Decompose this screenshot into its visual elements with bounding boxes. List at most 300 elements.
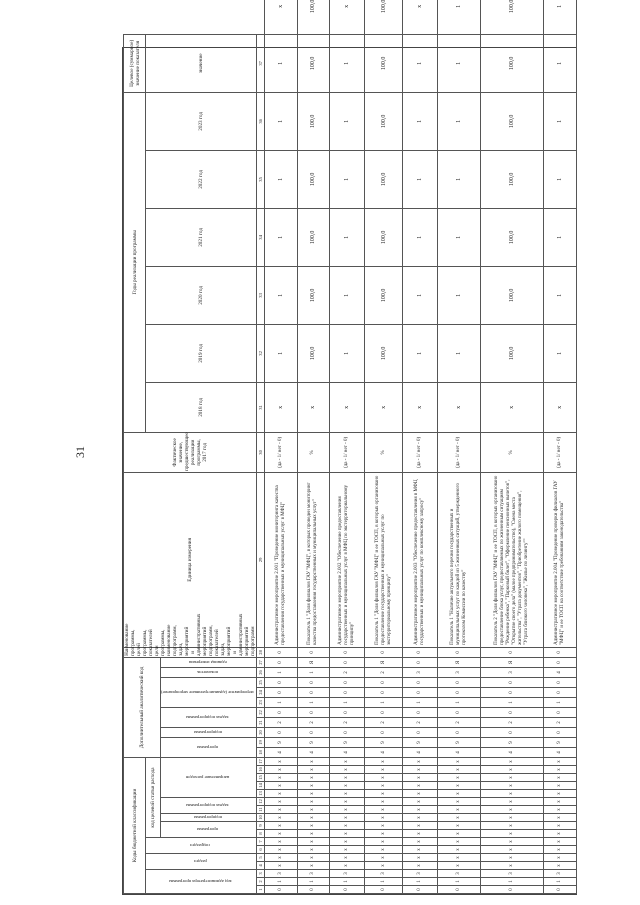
unit-cell: (да - 1/ нет - 0) — [402, 432, 437, 472]
indicator-name-cell: Административное мероприятие 2.002 "Обеспечение предоставления государственных и муниципальных услуг в МФЦ по экстерриториальному принципу" — [330, 472, 365, 647]
year-value-cell: 1 — [543, 150, 577, 208]
budget-code-cell: х — [543, 790, 577, 798]
admin-code-header: код администратора программы — [146, 870, 257, 894]
program-indicators-table-frame — [122, 0, 577, 895]
analytic-code-cell: 2 — [480, 718, 543, 728]
analytic-code-cell: 1 — [265, 668, 298, 678]
actual-value-cell: х — [330, 382, 365, 432]
budget-code-cell: х — [265, 862, 298, 870]
budget-code-cell: х — [480, 766, 543, 774]
final-value-header: Целевое (суммарное) значение показателя — [124, 34, 146, 92]
budget-code-cell: х — [330, 830, 365, 838]
budget-code-cell: х — [365, 838, 403, 846]
budget-code-cell: х — [297, 854, 330, 862]
year-2020-header: 2020 год — [146, 266, 257, 324]
subsection-header: подраздел — [146, 838, 257, 854]
analytic-code-header: Дополнительный аналитический код — [124, 657, 161, 757]
column-number: 1 — [257, 886, 265, 894]
analytic-code-cell: Я — [365, 657, 403, 667]
budget-code-cell: 0 — [330, 886, 365, 894]
year-value-cell: 100,0 — [297, 150, 330, 208]
budget-code-cell: х — [402, 838, 437, 846]
budget-code-cell: х — [438, 830, 481, 838]
budget-code-cell: 1 — [480, 878, 543, 886]
budget-code-cell: 0 — [402, 886, 437, 894]
analytic-code-cell: 0 — [543, 678, 577, 688]
analytic-code-cell: 1 — [480, 698, 543, 708]
budget-code-cell: х — [265, 846, 298, 854]
year-value-cell: 1 — [543, 266, 577, 324]
analytic-code-cell: 0 — [365, 728, 403, 738]
budget-code-cell: х — [297, 798, 330, 806]
year-value-cell: 100,0 — [365, 208, 403, 266]
budget-codes-header: Коды бюджетной классификации — [124, 758, 146, 894]
budget-code-cell: 3 — [297, 870, 330, 878]
budget-code-cell: х — [543, 806, 577, 814]
analytic-code-cell: 0 — [297, 688, 330, 698]
year-value-cell: 100,0 — [365, 324, 403, 382]
analytic-code-cell: 3 — [438, 668, 481, 678]
analytic-code-cell: 0 — [365, 708, 403, 718]
analytic-code-cell: 0 — [438, 647, 481, 657]
analytic-code-cell: 1 — [330, 698, 365, 708]
budget-code-cell: х — [480, 790, 543, 798]
year-value-cell: 100,0 — [365, 92, 403, 150]
budget-code-cell: х — [438, 814, 481, 822]
year-2018-header: 2018 год — [146, 382, 257, 432]
budget-code-cell: х — [330, 854, 365, 862]
analytic-code-cell: 0 — [265, 728, 298, 738]
year-value-cell: 100,0 — [365, 150, 403, 208]
budget-code-cell: х — [297, 806, 330, 814]
analytic-code-cell: 0 — [480, 708, 543, 718]
budget-code-cell: х — [297, 782, 330, 790]
budget-code-cell: х — [480, 838, 543, 846]
page-number: 31 — [73, 446, 87, 458]
budget-code-cell: х — [438, 846, 481, 854]
year-value-cell: 1 — [438, 92, 481, 150]
budget-code-cell: х — [265, 854, 298, 862]
budget-code-cell: х — [438, 838, 481, 846]
section-header: раздел — [146, 854, 257, 870]
budget-code-cell: 0 — [438, 886, 481, 894]
budget-code-cell: х — [402, 790, 437, 798]
column-number: 29 — [257, 472, 265, 647]
budget-code-cell: 1 — [265, 878, 298, 886]
table-row — [330, 0, 365, 894]
column-number: 20 — [257, 728, 265, 738]
analytic-code-cell: 0 — [365, 647, 403, 657]
year-value-cell: 1 — [330, 34, 365, 92]
analytic-code-cell: 4 — [480, 748, 543, 758]
analytic-code-cell: 1 — [265, 698, 298, 708]
column-number: 23 — [257, 698, 265, 708]
budget-code-cell: 1 — [365, 878, 403, 886]
subprogram-task-code-header: задача подпрограммы — [161, 798, 257, 814]
budget-code-cell: 3 — [480, 870, 543, 878]
year-2019-header: 2019 год — [146, 324, 257, 382]
actual-value-cell: х — [297, 382, 330, 432]
budget-code-cell: 0 — [297, 886, 330, 894]
column-number: 5 — [257, 854, 265, 862]
budget-code-cell: х — [543, 814, 577, 822]
analytic-code-cell: 0 — [330, 678, 365, 688]
year-value-cell: 1 — [265, 92, 298, 150]
column-numbers-row — [257, 0, 265, 894]
budget-code-cell: 3 — [402, 870, 437, 878]
year-2022-header: 2022 год — [146, 150, 257, 208]
analytic-code-cell: 0 — [365, 678, 403, 688]
budget-code-cell: 0 — [543, 886, 577, 894]
column-number: 35 — [257, 150, 265, 208]
budget-code-cell: х — [365, 766, 403, 774]
column-number: 12 — [257, 799, 263, 804]
budget-code-cell: х — [365, 830, 403, 838]
budget-code-cell: х — [365, 774, 403, 782]
analytic-code-cell: 2 — [365, 718, 403, 728]
year-value-cell: 1 — [543, 208, 577, 266]
budget-code-cell: х — [297, 822, 330, 830]
indicator-name-cell: Показатель 1 "Доля филиалов ГАУ "МФЦ", в которых проведен мониторинг качества предоставления государственных и муниципальных услуг" — [297, 472, 330, 647]
analytic-code-cell: Я — [297, 657, 330, 667]
budget-code-cell: х — [365, 798, 403, 806]
indicator-name-cell: Административное мероприятие 2.003 "Обеспечение предоставления в МФЦ государственных и муниципальных услуг по комплексному запросу" — [402, 472, 437, 647]
column-number: 4 — [257, 862, 265, 870]
budget-code-cell: х — [265, 774, 298, 782]
budget-code-cell: х — [438, 822, 481, 830]
budget-code-cell: 1 — [297, 878, 330, 886]
year-value-cell: 1 — [402, 92, 437, 150]
year-2021-header: 2021 год — [146, 208, 257, 266]
year-value-cell: 1 — [265, 266, 298, 324]
column-number: 37 — [257, 34, 265, 92]
column-number: 11 — [257, 807, 263, 812]
year-value-cell: 100,0 — [297, 34, 330, 92]
analytic-code-cell: Я — [480, 657, 543, 667]
budget-code-cell: х — [297, 838, 330, 846]
analytic-code-cell: 4 — [297, 748, 330, 758]
year-value-cell: 1 — [402, 324, 437, 382]
budget-code-cell: х — [402, 846, 437, 854]
budget-code-cell: х — [543, 758, 577, 766]
budget-code-cell: х — [480, 814, 543, 822]
final-value-cell: 100,0 — [297, 0, 330, 34]
column-number: 22 — [257, 708, 265, 718]
analytic-code-cell: 0 — [402, 657, 437, 667]
budget-code-cell: х — [402, 766, 437, 774]
indicator-name-cell: Показатель 1 "Наличие актуального перечня государственных и муниципальных услуг по каждой из 5 жизненных ситуаций, утвержденного протоколом Комиссии по качеству" — [438, 472, 481, 647]
actual-value-cell: х — [480, 382, 543, 432]
analytic-program-header: программа — [161, 738, 257, 758]
analytic-code-cell: 0 — [297, 678, 330, 688]
budget-code-cell: 0 — [480, 886, 543, 894]
budget-code-cell: 3 — [438, 870, 481, 878]
indicator-rows — [265, 0, 577, 894]
analytic-code-cell: 9 — [365, 738, 403, 748]
analytic-code-cell: 3 — [402, 668, 437, 678]
column-number: 3 — [257, 870, 265, 878]
analytic-code-cell: 0 — [297, 647, 330, 657]
column-number: 31 — [257, 382, 265, 432]
year-value-cell: 100,0 — [365, 34, 403, 92]
year-value-cell: 1 — [543, 92, 577, 150]
year-value-cell: 1 — [402, 34, 437, 92]
indicator-name-cell: Показатель 2 "Доля филиалов ГАУ "МФЦ" и ее ТОСП, в которых организовано предоставление блока услуг, предоставляемых по жизненным ситуациям "Рождение ребенка", "Парковый билет", "Оформление пенсионных вычетов", "Открытие своего дела" (малое предпринимательство), "Смена места жительства", "Утрата документов", "Приобретение жилого помещения", "Утрата близкого человека", "Жилье по лизингу"" — [480, 472, 543, 647]
budget-code-cell: х — [402, 774, 437, 782]
budget-code-cell: 3 — [543, 870, 577, 878]
budget-code-cell: х — [330, 814, 365, 822]
budget-code-cell: х — [365, 846, 403, 854]
analytic-code-cell: 2 — [543, 718, 577, 728]
year-value-cell: 100,0 — [365, 266, 403, 324]
budget-code-cell: х — [330, 782, 365, 790]
analytic-code-cell: 0 — [543, 728, 577, 738]
column-number: 15 — [257, 775, 263, 780]
budget-code-cell: х — [365, 806, 403, 814]
budget-code-cell: х — [297, 774, 330, 782]
budget-code-cell: х — [330, 798, 365, 806]
analytic-subprogram-header: подпрограмма — [161, 728, 257, 738]
analytic-code-cell: 0 — [543, 657, 577, 667]
budget-code-cell: х — [330, 846, 365, 854]
budget-code-cell: х — [480, 846, 543, 854]
column-number: 6 — [257, 846, 265, 854]
actual-value-header: Фактическое значение, предшествующее реализации программы, 2017 год — [124, 432, 257, 472]
year-value-cell: 1 — [438, 324, 481, 382]
unit-column-header: Единица измерения — [124, 472, 257, 647]
unit-cell: % — [365, 432, 403, 472]
table-row — [402, 0, 437, 894]
unit-cell: % — [297, 432, 330, 472]
analytic-code-cell: 0 — [480, 678, 543, 688]
budget-code-cell: х — [480, 758, 543, 766]
budget-code-cell: х — [480, 854, 543, 862]
column-number: 33 — [257, 266, 265, 324]
analytic-code-cell: 1 — [543, 698, 577, 708]
budget-code-cell: х — [480, 806, 543, 814]
budget-code-cell: х — [297, 790, 330, 798]
year-value-cell: 1 — [330, 324, 365, 382]
budget-code-cell: х — [265, 758, 298, 766]
budget-code-cell: 3 — [330, 870, 365, 878]
actual-value-cell: х — [543, 382, 577, 432]
year-value-cell: 1 — [265, 150, 298, 208]
column-number: 16 — [257, 767, 263, 772]
budget-code-cell: х — [265, 814, 298, 822]
analytic-code-cell: 1 — [297, 698, 330, 708]
table-row — [365, 0, 403, 894]
column-number: 27 — [257, 657, 265, 667]
column-number: 17 — [257, 759, 263, 764]
analytic-code-cell: 0 — [297, 728, 330, 738]
budget-code-cell: х — [543, 854, 577, 862]
analytic-code-cell: 0 — [402, 708, 437, 718]
analytic-event-header: мероприятие (административное мероприятие) — [161, 678, 257, 708]
budget-code-cell: х — [543, 822, 577, 830]
year-value-cell: 100,0 — [480, 208, 543, 266]
analytic-code-cell: 0 — [543, 647, 577, 657]
budget-code-cell: х — [365, 758, 403, 766]
budget-code-cell: х — [265, 830, 298, 838]
column-number: 2 — [257, 878, 265, 886]
budget-code-cell: х — [543, 838, 577, 846]
budget-code-cell: х — [438, 862, 481, 870]
year-value-cell: 100,0 — [480, 34, 543, 92]
budget-code-cell: х — [438, 774, 481, 782]
analytic-code-cell: 0 — [330, 708, 365, 718]
table-row — [543, 0, 577, 894]
column-number: 21 — [257, 718, 265, 728]
budget-code-cell: х — [297, 766, 330, 774]
budget-code-cell: х — [480, 774, 543, 782]
year-value-cell: 1 — [438, 208, 481, 266]
year-value-cell: 1 — [402, 208, 437, 266]
budget-code-cell: х — [402, 822, 437, 830]
column-number: 8 — [257, 830, 265, 838]
budget-code-cell: х — [265, 838, 298, 846]
budget-code-cell: х — [265, 822, 298, 830]
budget-code-cell: х — [438, 854, 481, 862]
budget-code-cell: х — [265, 806, 298, 814]
analytic-code-cell: 0 — [265, 657, 298, 667]
budget-code-cell: 1 — [438, 878, 481, 886]
final-value-cell: 100,0 — [365, 0, 403, 34]
column-number: 13 — [257, 791, 263, 796]
table-row — [265, 0, 298, 894]
analytic-code-cell: 0 — [265, 688, 298, 698]
analytic-code-cell: 0 — [402, 647, 437, 657]
analytic-code-cell: 0 — [265, 647, 298, 657]
budget-code-cell: х — [402, 830, 437, 838]
analytic-code-cell: 0 — [543, 708, 577, 718]
analytic-code-cell: 0 — [365, 688, 403, 698]
year-value-cell: 100,0 — [297, 266, 330, 324]
budget-code-cell: х — [402, 862, 437, 870]
analytic-code-cell: 1 — [438, 698, 481, 708]
budget-code-cell: х — [480, 782, 543, 790]
year-value-cell: 100,0 — [480, 92, 543, 150]
year-2023-header: 2023 год — [146, 92, 257, 150]
budget-code-cell: х — [330, 758, 365, 766]
actual-value-cell: х — [365, 382, 403, 432]
final-value-cell: х — [402, 0, 437, 34]
analytic-code-cell: 4 — [365, 748, 403, 758]
year-value-cell: 100,0 — [480, 150, 543, 208]
budget-code-cell: 3 — [365, 870, 403, 878]
budget-code-cell: х — [265, 766, 298, 774]
analytic-code-cell: 0 — [265, 678, 298, 688]
budget-code-cell: х — [438, 766, 481, 774]
column-number: 26 — [257, 668, 265, 678]
years-header: Годы реализации программы — [124, 92, 146, 432]
analytic-code-cell: 2 — [365, 668, 403, 678]
budget-code-cell: х — [365, 822, 403, 830]
analytic-unit-header: единица измерения — [161, 657, 257, 667]
column-number: 7 — [257, 838, 265, 846]
analytic-code-cell: 1 — [402, 698, 437, 708]
column-number: 34 — [257, 208, 265, 266]
budget-code-cell: 1 — [330, 878, 365, 886]
budget-code-cell: х — [330, 822, 365, 830]
rotated-sheet — [123, 0, 576, 894]
budget-code-cell: х — [543, 862, 577, 870]
program-indicators-table — [123, 0, 577, 894]
column-number: 19 — [257, 738, 265, 748]
analytic-code-cell: 4 — [330, 748, 365, 758]
budget-code-cell: х — [365, 790, 403, 798]
budget-code-cell: х — [480, 830, 543, 838]
budget-code-cell: 1 — [543, 878, 577, 886]
year-value-cell: 1 — [330, 208, 365, 266]
year-value-cell: 1 — [330, 266, 365, 324]
unit-cell: (да - 1/ нет - 0) — [438, 432, 481, 472]
final-value-cell: 1 — [438, 0, 481, 34]
unit-cell: (да - 1/ нет - 0) — [265, 432, 298, 472]
budget-code-cell: х — [330, 806, 365, 814]
analytic-code-cell: 9 — [480, 738, 543, 748]
budget-code-cell: х — [438, 806, 481, 814]
analytic-code-cell: 4 — [265, 748, 298, 758]
budget-code-cell: х — [297, 814, 330, 822]
analytic-code-cell: 0 — [330, 657, 365, 667]
budget-code-cell: х — [265, 782, 298, 790]
column-number: 18 — [257, 748, 265, 758]
budget-code-cell: х — [365, 854, 403, 862]
analytic-code-cell: 3 — [480, 668, 543, 678]
budget-code-cell: х — [543, 798, 577, 806]
final-value-subheader: значение — [146, 34, 257, 92]
year-value-cell: 1 — [265, 208, 298, 266]
analytic-code-cell: 0 — [543, 688, 577, 698]
budget-code-cell: х — [297, 846, 330, 854]
analytic-code-cell: 0 — [438, 708, 481, 718]
analytic-code-cell: 2 — [402, 718, 437, 728]
column-number: 10 — [257, 815, 263, 820]
analytic-code-cell: 0 — [438, 678, 481, 688]
budget-code-cell: х — [438, 790, 481, 798]
column-number: 30 — [257, 432, 265, 472]
actual-value-cell: х — [265, 382, 298, 432]
analytic-code-cell: 0 — [480, 688, 543, 698]
analytic-task-header: задача подпрограммы — [161, 708, 257, 728]
analytic-code-cell: 4 — [438, 748, 481, 758]
analytic-code-cell: 9 — [402, 738, 437, 748]
budget-code-cell: х — [438, 758, 481, 766]
table-row — [438, 0, 481, 894]
year-value-cell: 100,0 — [480, 324, 543, 382]
analytic-code-cell: 0 — [330, 728, 365, 738]
year-value-cell: 100,0 — [297, 208, 330, 266]
analytic-code-cell: 0 — [480, 728, 543, 738]
analytic-code-cell: 2 — [265, 718, 298, 728]
actual-value-cell: х — [402, 382, 437, 432]
analytic-code-cell: 0 — [297, 708, 330, 718]
year-value-cell: 1 — [438, 266, 481, 324]
budget-code-cell: х — [543, 766, 577, 774]
budget-code-cell: х — [265, 798, 298, 806]
budget-code-cell: х — [265, 790, 298, 798]
budget-code-cell: х — [365, 814, 403, 822]
year-value-cell: 100,0 — [297, 324, 330, 382]
budget-code-cell: х — [480, 798, 543, 806]
column-number: 25 — [257, 678, 265, 688]
analytic-code-cell: 0 — [330, 647, 365, 657]
budget-code-cell: х — [330, 774, 365, 782]
analytic-code-cell: 9 — [543, 738, 577, 748]
analytic-code-cell: 9 — [330, 738, 365, 748]
unit-cell: (да - 1/ нет - 0) — [330, 432, 365, 472]
analytic-code-cell: 4 — [402, 748, 437, 758]
